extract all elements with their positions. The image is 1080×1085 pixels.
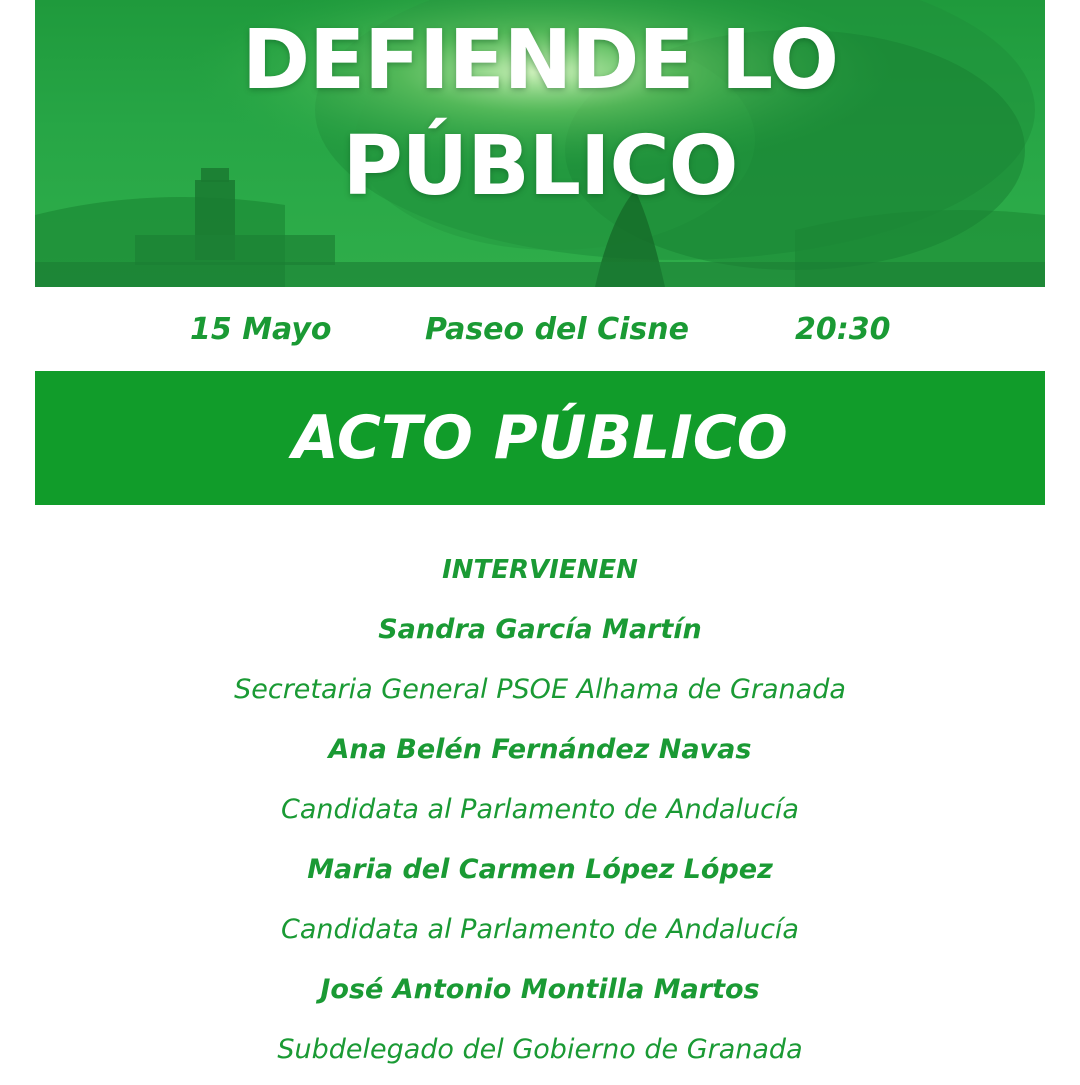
page-title (35, 8, 1045, 220)
hero-banner (35, 0, 1045, 287)
title-line-1: DEFIENDE LO (242, 13, 838, 108)
title-line-2: PÚBLICO (342, 119, 738, 214)
event-date: 15 Mayo (190, 312, 332, 347)
event-info-row (35, 300, 1045, 360)
speaker-name: José Antonio Montilla Martos (320, 974, 760, 1005)
act-banner (35, 371, 1045, 505)
speaker-role: Candidata al Parlamento de Andalucía (281, 914, 799, 945)
speaker-name: Sandra García Martín (378, 614, 702, 645)
speaker-role: Secretaria General PSOE Alhama de Granada (234, 674, 846, 705)
event-time: 20:30 (795, 312, 891, 347)
speakers-heading: INTERVIENEN (442, 555, 638, 585)
speakers-section (0, 545, 1080, 1085)
speaker-name: Ana Belén Fernández Navas (328, 734, 752, 765)
speaker-role: Subdelegado del Gobierno de Granada (277, 1034, 803, 1065)
event-place: Paseo del Cisne (425, 312, 689, 347)
speaker-role: Candidata al Parlamento de Andalucía (281, 794, 799, 825)
speaker-name: Maria del Carmen López López (307, 854, 773, 885)
act-banner-label: ACTO PÚBLICO (292, 403, 788, 473)
